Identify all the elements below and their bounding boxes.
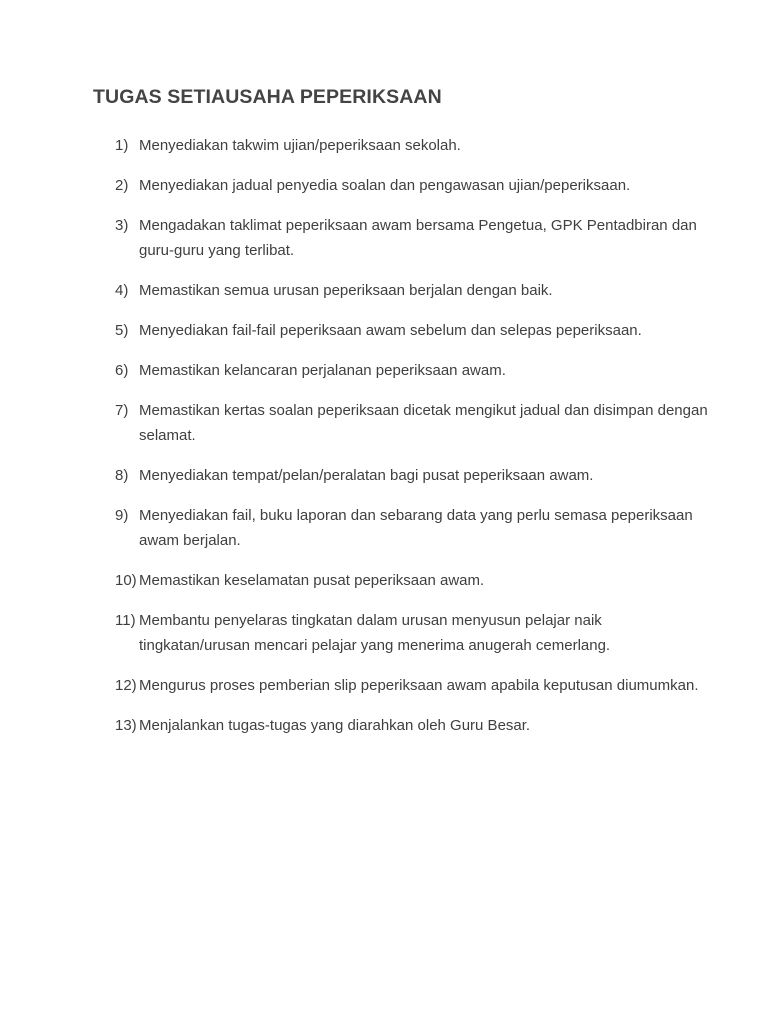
item-number: 3) [115, 217, 129, 234]
list-item [115, 398, 715, 448]
item-number: 5) [115, 322, 129, 339]
list-item [115, 463, 715, 488]
item-text: Menyediakan takwim ujian/peperiksaan sekolah. [139, 137, 461, 154]
item-text: Menyediakan tempat/pelan/peralatan bagi pusat peperiksaan awam. [139, 467, 594, 484]
list-item [115, 173, 715, 198]
page-title: TUGAS SETIAUSAHA PEPERIKSAAN [93, 86, 442, 108]
item-text: Mengurus proses pemberian slip peperiksaan awam apabila keputusan diumumkan. [139, 677, 699, 694]
list-item [115, 358, 715, 383]
item-text: Menyediakan fail, buku laporan dan sebarang data yang perlu semasa peperiksaan awam berjalan. [139, 507, 693, 549]
list-item [115, 568, 715, 593]
item-number: 12) [115, 677, 137, 694]
list-item [115, 608, 715, 658]
list-item [115, 673, 715, 698]
item-text: Memastikan kertas soalan peperiksaan dicetak mengikut jadual dan disimpan dengan selamat. [139, 402, 708, 444]
item-number: 9) [115, 507, 129, 524]
item-text: Menjalankan tugas-tugas yang diarahkan oleh Guru Besar. [139, 717, 531, 734]
item-text: Memastikan keselamatan pusat peperiksaan awam. [139, 572, 485, 589]
item-number: 2) [115, 177, 129, 194]
list-item [115, 503, 715, 553]
item-number: 4) [115, 282, 129, 299]
item-text: Menyediakan jadual penyedia soalan dan pengawasan ujian/peperiksaan. [139, 177, 631, 194]
item-number: 11) [115, 612, 136, 629]
item-text: Membantu penyelaras tingkatan dalam urusan menyusun pelajar naik tingkatan/urusan mencari pelajar yang menerima anugerah cemerlang. [139, 612, 611, 654]
item-number: 6) [115, 362, 129, 379]
list-item [115, 213, 715, 263]
item-number: 13) [115, 717, 137, 734]
item-text: Memastikan kelancaran perjalanan peperiksaan awam. [139, 362, 506, 379]
list-item [115, 133, 715, 158]
list-item [115, 713, 715, 738]
item-number: 1) [115, 137, 129, 154]
list-item [115, 278, 715, 303]
item-number: 10) [115, 572, 137, 589]
item-text: Menyediakan fail-fail peperiksaan awam sebelum dan selepas peperiksaan. [139, 322, 642, 339]
item-number: 8) [115, 467, 129, 484]
item-text: Mengadakan taklimat peperiksaan awam bersama Pengetua, GPK Pentadbiran dan guru-guru yang terlibat. [139, 217, 697, 259]
duties-list [115, 133, 715, 753]
item-number: 7) [115, 402, 129, 419]
item-text: Memastikan semua urusan peperiksaan berjalan dengan baik. [139, 282, 553, 299]
list-item [115, 318, 715, 343]
